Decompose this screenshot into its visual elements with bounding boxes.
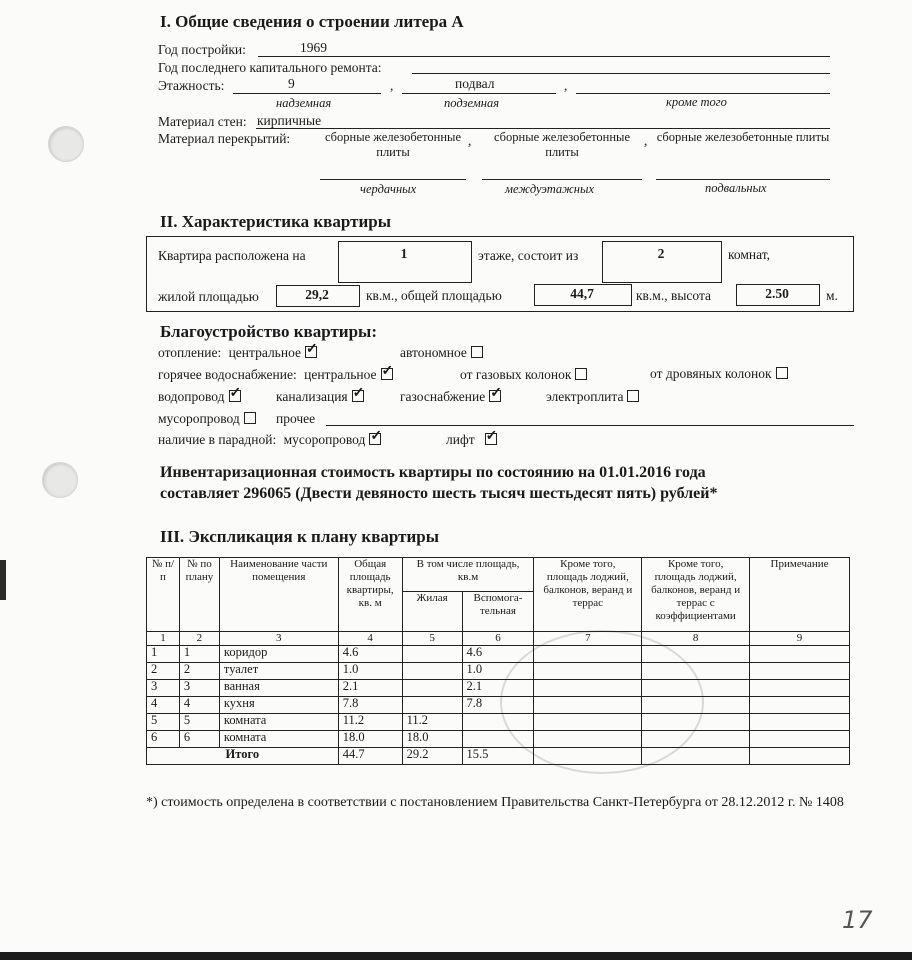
total-area-label: кв.м., общей площадью [366,288,502,303]
cell-loggia [534,680,642,697]
floor-label: этаже, состоит из [478,248,579,263]
valuation-line-1: Инвентаризационная стоимость квартиры по состоянию на 01.01.2016 года [160,464,706,481]
living-area-value: 29,2 [305,287,329,302]
header-loggia-coef: Кроме того, площадь лоджий, балконов, веранд и террас с коэффициентами [642,558,750,632]
comma: , [564,78,568,93]
cell-loggia [534,731,642,748]
other-label: прочее [276,411,316,426]
lift-checkbox[interactable] [485,433,497,445]
garbage-label: мусоропровод [158,411,240,426]
ceiling-basement-line [656,179,830,180]
cell-living [402,646,462,663]
binder-hole-bottom [42,462,78,498]
comma: , [390,78,394,93]
cell-name: ванная [219,680,338,697]
year-built-value: 1969 [300,40,327,55]
water-checkbox[interactable] [229,390,241,402]
other-line [326,425,854,426]
col-number: 8 [642,632,750,646]
floors-label: Этажность: [158,78,225,93]
cell-loggia-coef [642,663,750,680]
cell-area: 18.0 [338,731,402,748]
lift-label: лифт [446,432,475,447]
heating-row [158,345,317,361]
cell-aux: 2.1 [462,680,534,697]
gas-label: газоснабжение [400,389,486,404]
garbage-checkbox[interactable] [244,412,256,424]
cell-num: 2 [147,663,180,680]
header-loggia: Кроме того, площадь лоджий, балконов, веранд и террас [534,558,642,632]
heating-central: центральное [228,345,301,360]
gas-columns-label: от газовых колонок [460,367,572,382]
cell-name: коридор [219,646,338,663]
cell-plan: 1 [179,646,219,663]
table-row [147,697,850,714]
caption-inter: междуэтажных [505,182,595,196]
cell-aux: 1.0 [462,663,534,680]
cell-name: кухня [219,697,338,714]
ceiling-attic-line [320,179,466,180]
cell-plan: 3 [179,680,219,697]
entrance-garbage-checkbox[interactable] [369,433,381,445]
cell-name: комната [219,731,338,748]
hot-water-central-checkbox[interactable] [381,368,393,380]
cell-note [750,697,850,714]
garbage-item [158,411,256,427]
entrance-row [158,432,381,448]
year-built-label: Год постройки: [158,42,246,57]
scan-bottom-edge [0,952,912,960]
header-name: Наименование части помещения [219,558,338,632]
walls-value: кирпичные [257,113,322,128]
hot-water-row [158,367,393,383]
cell-aux [462,731,534,748]
total-label: Итого [147,748,339,765]
hot-water-label: горячее водоснабжение: [158,367,297,382]
cell-loggia [534,714,642,731]
cell-loggia [534,646,642,663]
cell-loggia-coef [642,731,750,748]
cell-plan: 6 [179,731,219,748]
last-repair-line [412,73,830,74]
col-number: 2 [179,632,219,646]
col-number: 5 [402,632,462,646]
last-repair-label: Год последнего капитального ремонта: [158,60,382,75]
cell-note [750,714,850,731]
height-value: 2.50 [765,286,789,301]
caption-basement: подвальных [705,181,767,195]
cell-area: 11.2 [338,714,402,731]
cell-loggia-coef [642,748,750,765]
cell-plan: 2 [179,663,219,680]
floors-below-line [402,93,556,94]
cell-plan: 5 [179,714,219,731]
wood-columns-item [650,366,788,382]
section2-title: II. Характеристика квартиры [160,212,391,231]
electric-item [546,389,639,405]
header-incl: В том числе площадь, кв.м [402,558,534,592]
col-number: 9 [750,632,850,646]
cell-area: 2.1 [338,680,402,697]
cell-living [402,680,462,697]
caption-attic: чердачных [360,182,417,196]
cell-aux: 4.6 [462,646,534,663]
col-number: 6 [462,632,534,646]
floors-besides-line [576,93,830,94]
entrance-garbage-label: мусоропровод [283,432,366,447]
section1-title: I. Общие сведения о строении литера А [160,12,464,31]
cell-note [750,680,850,697]
table-row [147,714,850,731]
lift-item [446,432,497,448]
page-number: 17 [842,906,873,934]
header-living: Жилая [402,592,462,632]
binder-hole-top [48,126,84,162]
comma: , [468,133,472,148]
cell-note [750,663,850,680]
table-row [147,731,850,748]
column-numbers-row [147,632,850,646]
sewer-checkbox[interactable] [352,390,364,402]
hot-water-central: центральное [304,367,377,382]
wood-columns-label: от дровяных колонок [650,366,772,381]
gas-columns-checkbox[interactable] [575,368,587,380]
cell-area: 1.0 [338,663,402,680]
comma: , [644,133,648,148]
cell-aux: 7.8 [462,697,534,714]
cell-living: 11.2 [402,714,462,731]
total-aux: 15.5 [462,748,534,765]
table-row [147,680,850,697]
cell-num: 1 [147,646,180,663]
entrance-label: наличие в парадной: [158,432,277,447]
meters-label: м. [826,288,838,303]
cell-note [750,731,850,748]
gas-item [400,389,501,405]
scan-edge [0,560,6,600]
floor-value: 1 [400,246,408,261]
floors-above-line [233,93,381,94]
cell-aux [462,714,534,731]
heating-central-checkbox[interactable] [305,346,317,358]
col-number: 1 [147,632,180,646]
cell-living [402,663,462,680]
header-plan: № по плану [179,558,219,632]
cell-num: 3 [147,680,180,697]
cell-name: комната [219,714,338,731]
floors-below-value: подвал [455,76,495,91]
cell-name: туалет [219,663,338,680]
cell-area: 4.6 [338,646,402,663]
cell-num: 4 [147,697,180,714]
caption-besides: кроме того [666,95,727,109]
heating-label: отопление: [158,345,222,360]
section3-title: III. Экспликация к плану квартиры [160,527,439,546]
heating-autonomous-item [400,345,483,361]
cell-note [750,748,850,765]
gas-checkbox[interactable] [489,390,501,402]
caption-above: надземная [276,96,332,110]
cell-note [750,646,850,663]
water-item [158,389,241,405]
cell-plan: 4 [179,697,219,714]
cell-loggia-coef [642,697,750,714]
cell-loggia [534,697,642,714]
ceiling-inter-line [482,179,642,180]
cell-living: 18.0 [402,731,462,748]
col-number: 7 [534,632,642,646]
table-row [147,663,850,680]
ceiling-inter-value: сборные железобетонные плиты [493,130,630,159]
located-label: Квартира расположена на [158,248,306,263]
table-row [147,646,850,663]
col-number: 3 [219,632,338,646]
cell-loggia [534,663,642,680]
explication-table [146,557,850,765]
sewer-item [276,389,364,405]
sewer-label: канализация [276,389,348,404]
cell-area: 7.8 [338,697,402,714]
electric-checkbox[interactable] [627,390,639,402]
cell-num: 5 [147,714,180,731]
total-living: 29.2 [402,748,462,765]
ceilings-label: Материал перекрытий: [158,131,291,146]
cell-living [402,697,462,714]
ceiling-basement-value: сборные железобетонные плиты [656,130,830,144]
rooms-value: 2 [657,246,665,261]
height-label: кв.м., высота [636,288,712,303]
cell-num: 6 [147,731,180,748]
total-row [147,748,850,765]
valuation-line-2: составляет 296065 (Двести девяносто шесть тысяч шестьдесят пять) рублей* [160,485,718,502]
heating-autonomous-checkbox[interactable] [471,346,483,358]
total-area-value: 44,7 [570,286,594,301]
walls-label: Материал стен: [158,114,247,129]
wood-columns-checkbox[interactable] [776,367,788,379]
cell-loggia-coef [642,714,750,731]
cell-loggia [534,748,642,765]
cell-loggia-coef [642,646,750,663]
ceiling-attic-value: сборные железобетонные плиты [324,130,461,159]
caption-below: подземная [444,96,500,110]
year-built-line [258,56,830,57]
cell-loggia-coef [642,680,750,697]
gas-columns-item [460,367,587,383]
water-label: водопровод [158,389,225,404]
header-aux: Вспомога-тельная [462,592,534,632]
heating-autonomous: автономное [400,345,467,360]
living-area-label: жилой площадью [158,289,259,304]
electric-label: электроплита [546,389,624,404]
col-number: 4 [338,632,402,646]
header-note: Примечание [750,558,850,632]
floors-above-value: 9 [288,76,295,91]
rooms-label: комнат, [728,247,771,262]
total-area: 44.7 [338,748,402,765]
header-num: № п/п [147,558,180,632]
walls-line [256,128,830,129]
amenities-title: Благоустройство квартиры: [160,322,377,341]
header-area: Общая площадь квартиры, кв. м [338,558,402,632]
footnote: *) стоимость определена в соответствии с постановлением Правительства Санкт-Петербурга от 28.12.2012 г. № 1408 [146,795,844,810]
